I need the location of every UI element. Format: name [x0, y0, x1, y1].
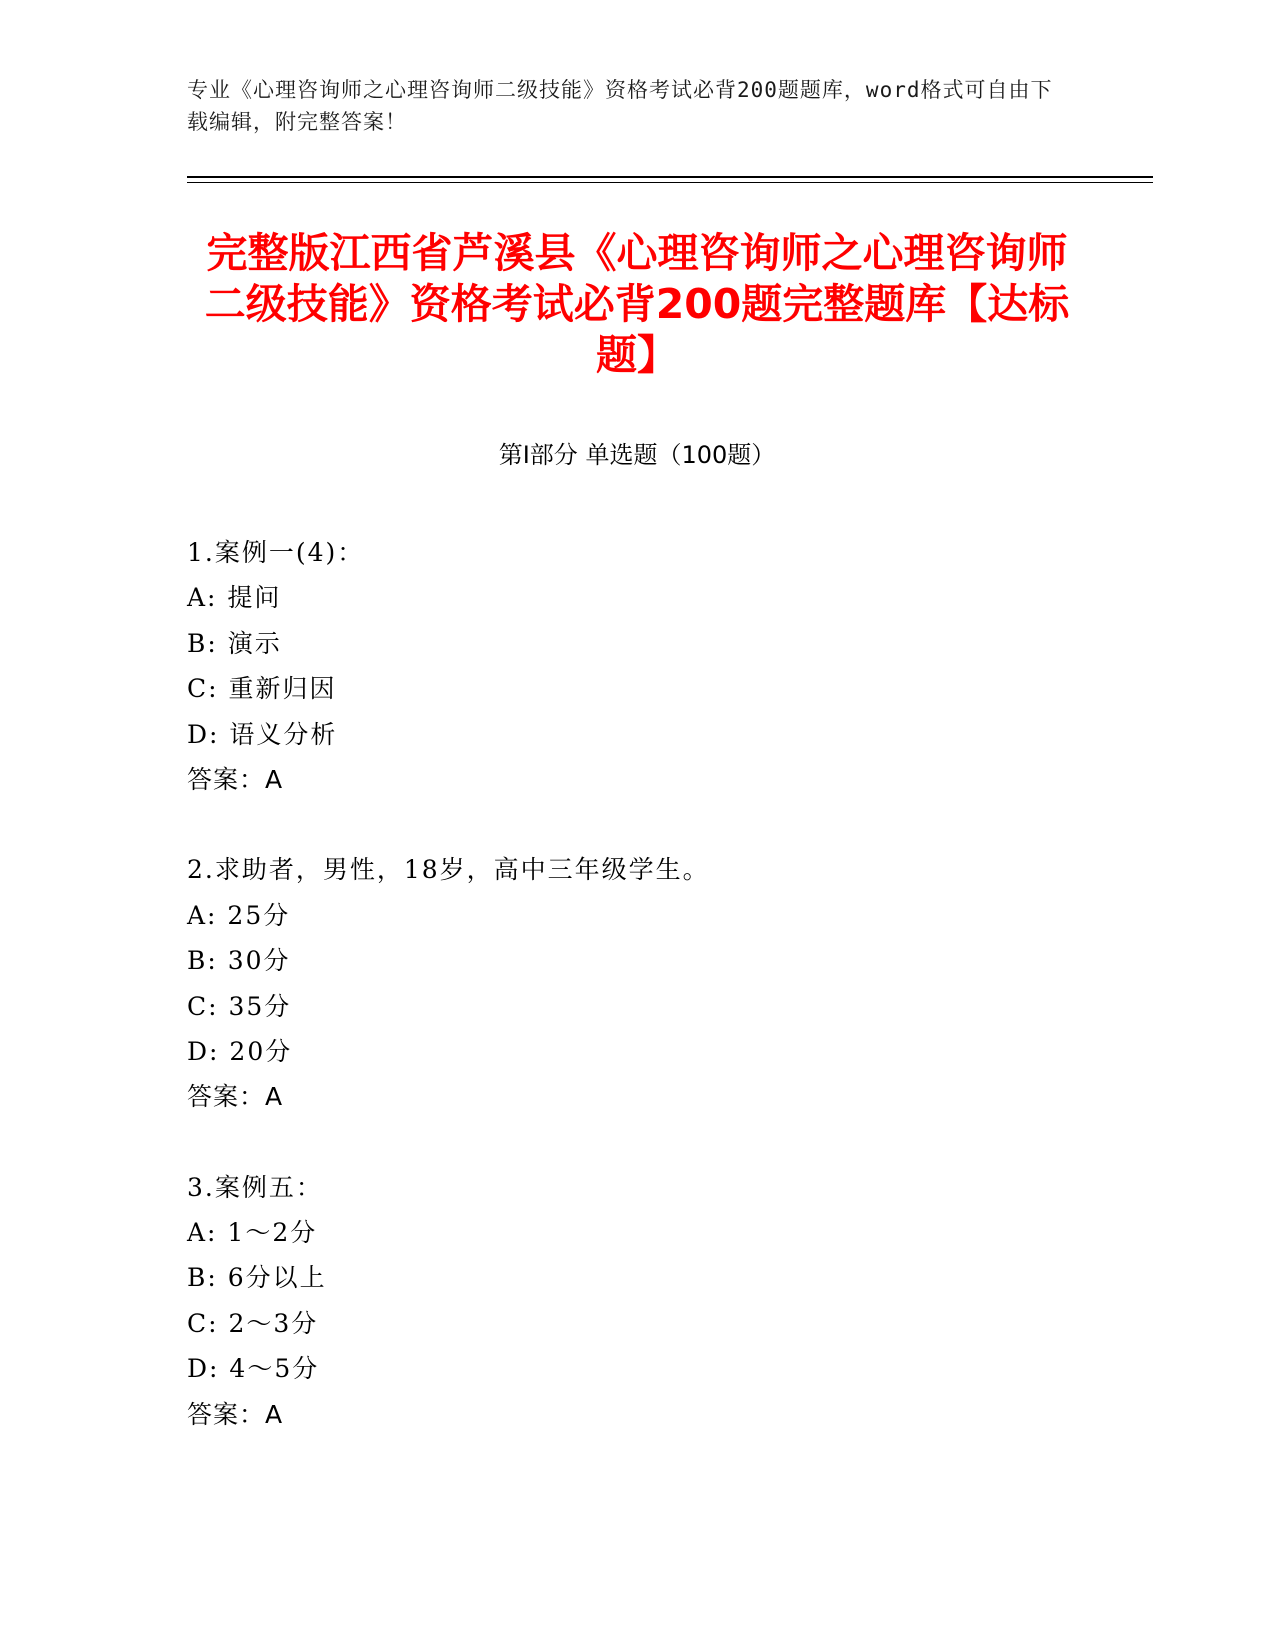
option-b: B: 6分以上	[187, 1263, 327, 1293]
answer-line: 答案：A	[187, 764, 284, 794]
option-a: A: 1～2分	[187, 1218, 318, 1248]
question-stem: 3.案例五：	[187, 1172, 323, 1202]
option-b: B: 演示	[187, 628, 282, 658]
header-rule-thin	[187, 182, 1153, 183]
answer-line: 答案：A	[187, 1399, 284, 1429]
option-d: D: 语义分析	[187, 719, 338, 749]
question-3	[187, 1165, 1087, 1437]
option-c: C: 重新归因	[187, 674, 337, 704]
section-title: 第I部分 单选题（100题）	[498, 441, 776, 469]
question-1	[187, 530, 1087, 802]
answer-line: 答案：A	[187, 1082, 284, 1112]
option-d: D: 20分	[187, 1036, 293, 1066]
option-a: A: 25分	[187, 900, 291, 930]
option-c: C: 2～3分	[187, 1308, 319, 1338]
option-d: D: 4～5分	[187, 1354, 320, 1384]
option-b: B: 30分	[187, 946, 291, 976]
option-c: C: 35分	[187, 991, 292, 1021]
question-stem: 1.案例一(4)：	[187, 538, 365, 567]
option-a: A: 提问	[187, 583, 282, 613]
header-rule-thick	[187, 176, 1153, 178]
question-list	[187, 530, 1087, 1482]
header-note: 专业《心理咨询师之心理咨询师二级技能》资格考试必背200题题库，word格式可自由下载编辑，附完整答案！	[187, 78, 1053, 134]
page-title: 完整版江西省芦溪县《心理咨询师之心理咨询师二级技能》资格考试必背200题完整题库【达标题】	[204, 229, 1070, 379]
question-stem: 2.求助者，男性，18岁，高中三年级学生。	[187, 855, 710, 885]
question-2	[187, 847, 1087, 1119]
